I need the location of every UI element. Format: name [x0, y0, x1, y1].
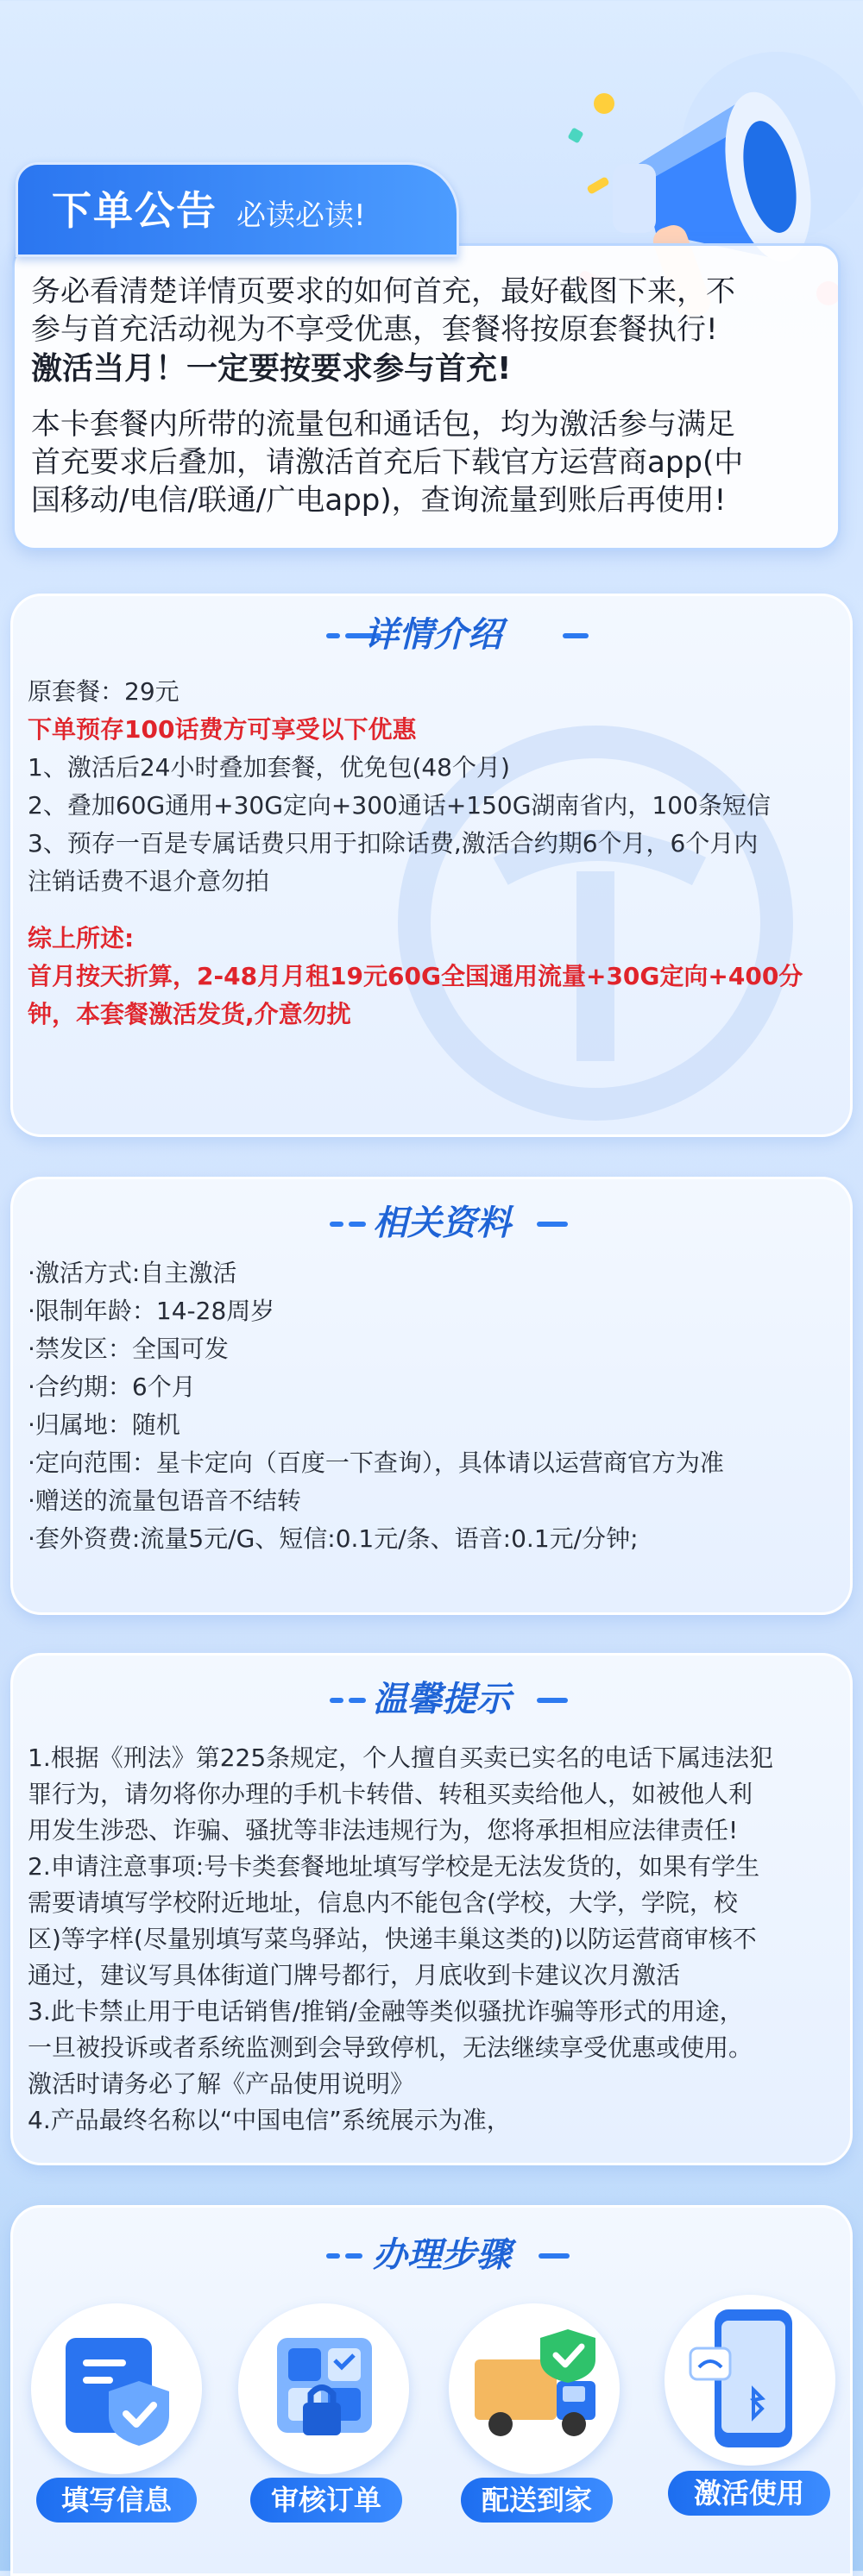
detail-item: 3、预存一百是专属话费只用于扣除话费,激活合约期6个月，6个月内: [28, 829, 759, 858]
tips-row: 3.此卡禁止用于电话销售/推销/金融等类似骚扰诈骗等形式的用途，: [28, 1997, 744, 2026]
title-deco-right: [539, 2253, 570, 2259]
notice-line: 务必看清楚详情页要求的如何首充，最好截图下来，不: [31, 274, 735, 309]
info-row: ·定向范围：星卡定向（百度一下查询），具体请以运营商官方为准: [28, 1448, 724, 1477]
info-row: ·归属地：随机: [28, 1411, 180, 1439]
tips-row: 1.根据《刑法》第225条规定，个人擅自买卖已实名的电话下属违法犯: [28, 1744, 774, 1772]
notice-emphasis: 激活当月！一定要按要求参与首充!: [31, 351, 512, 386]
tips-row: 用发生涉恐、诈骗、骚扰等非法违规行为，您将承担相应法律责任!: [28, 1816, 739, 1844]
notice-title: 下单公告: [52, 187, 217, 234]
detail-item: 2、叠加60G通用+30G定向+300通话+150G湖南省内，100条短信: [28, 791, 771, 820]
notice-line: 参与首充活动视为不享受优惠，套餐将按原套餐执行!: [31, 312, 718, 347]
step-activate-label: 激活使用: [668, 2471, 830, 2516]
delivery-truck-icon: [466, 2321, 604, 2450]
promo-condition: 下单预存100话费方可享受以下优惠: [28, 715, 417, 744]
info-row: ·合约期：6个月: [28, 1373, 196, 1401]
notice-subtitle: 必读必读!: [236, 198, 366, 233]
tips-title: 温馨提示: [373, 1680, 511, 1719]
summary-text: 钟，本套餐激活发货,介意勿扰: [28, 1000, 351, 1028]
notice-line: 首充要求后叠加，请激活首充后下载官方运营商app(中: [31, 445, 744, 480]
original-plan: 原套餐：29元: [28, 677, 180, 706]
summary-label: 综上所述:: [28, 924, 135, 952]
info-row: ·套外资费:流量5元/G、短信:0.1元/条、语音:0.1元/分钟;: [28, 1524, 639, 1553]
notice-line: 国移动/电信/联通/广电app)，查询流量到账后再使用!: [31, 483, 727, 518]
info-title: 相关资料: [373, 1203, 511, 1243]
step-delivery-label: 配送到家: [461, 2478, 613, 2523]
lock-grid-icon: [264, 2329, 385, 2450]
phone-activation-icon: [689, 2305, 818, 2452]
tips-row: 罪行为，请勿将你办理的手机卡转借、转租买卖给他人，如被他人利: [28, 1780, 753, 1808]
steps-title: 办理步骤: [373, 2235, 511, 2275]
info-row: ·禁发区：全国可发: [28, 1335, 229, 1363]
detail-item: 1、激活后24小时叠加套餐，优免包(48个月): [28, 753, 510, 782]
title-deco-right: [563, 633, 589, 638]
tips-row: 2.申请注意事项:号卡类套餐地址填写学校是无法发货的，如果有学生: [28, 1852, 760, 1881]
title-deco-right: [537, 1222, 568, 1227]
tips-row: 通过，建议写具体街道门牌号都行，月底收到卡建议次月激活: [28, 1961, 681, 1989]
notice-line: 本卡套餐内所带的流量包和通话包，均为激活参与满足: [31, 407, 735, 442]
title-deco-right: [537, 1698, 568, 1703]
tips-row: 需要请填写学校附近地址，信息内不能包含(学校，大学，学院，校: [28, 1888, 738, 1917]
form-shield-icon: [57, 2329, 178, 2450]
info-row: ·激活方式:自主激活: [28, 1259, 237, 1287]
detail-item: 注销话费不退介意勿拍: [28, 867, 270, 895]
info-row: ·限制年龄：14-28周岁: [28, 1297, 275, 1325]
step-fill-info-label: 填写信息: [36, 2478, 197, 2523]
tips-row: 4.产品最终名称以“中国电信”系统展示为准，: [28, 2106, 511, 2134]
tips-row: 一旦被投诉或者系统监测到会导致停机，无法继续享受优惠或使用。: [28, 2033, 753, 2062]
tips-row: 激活时请务必了解《产品使用说明》: [28, 2070, 415, 2098]
tips-row: 区)等字样(尽量别填写菜鸟驿站，快递丰巢这类的)以防运营商审核不: [28, 1925, 757, 1953]
info-row: ·赠送的流量包语音不结转: [28, 1486, 301, 1515]
details-title: 详情介绍: [364, 615, 502, 655]
step-review-label: 审核订单: [250, 2478, 402, 2523]
summary-text: 首月按天折算，2-48月月租19元60G全国通用流量+30G定向+400分: [28, 962, 803, 990]
